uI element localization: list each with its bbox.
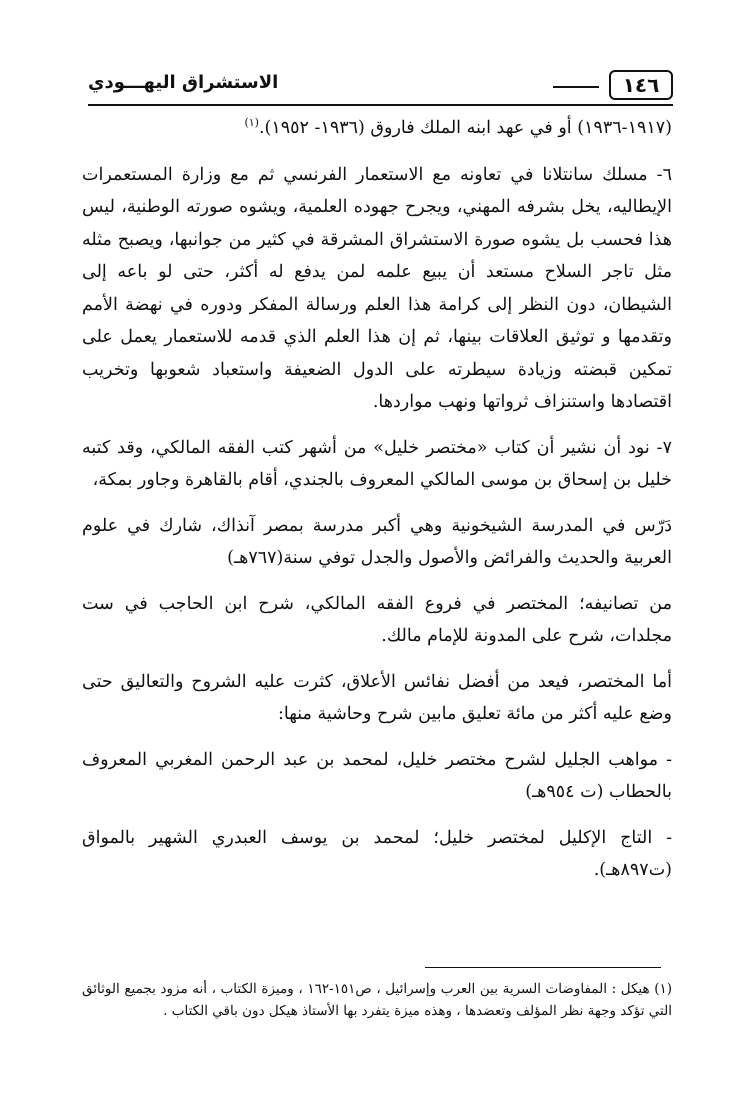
running-header (88, 68, 673, 104)
paragraph-continuation (82, 112, 672, 145)
header-rule (88, 104, 673, 106)
header-dash (553, 86, 599, 88)
running-title: الاستشراق اليهـــودي (88, 72, 279, 93)
body-text (82, 112, 672, 900)
paragraph-point-7: ٧- نود أن نشير أن كتاب «مختصر خليل» من أشهر كتب الفقه المالكي، وقد كتبه خليل بن إسحاق بن موسى المالكي المعروف بالجندي، أقام بالقاهرة وجاور بمكة، (82, 437, 672, 490)
footnote-text: (١) هيكل : المفاوضات السرية بين العرب وإسرائيل ، ص١٥١-١٦٢ ، وميزة الكتاب ، أنه مزود بجميع الوثائق التي تؤكد وجهة نظر المؤلف وتعضدها ، وهذه ميزة يتفرد بها الأستاذ هيكل دون باقي الكتاب . (82, 981, 673, 1019)
paragraph-works: من تصانيفه؛ المختصر في فروع الفقه المالكي، شرح ابن الحاجب في ست مجلدات، شرح على المدونة للإمام مالك. (82, 593, 672, 646)
page-number: ١٤٦ (609, 70, 673, 100)
list-item-mawahib: - مواهب الجليل لشرح مختصر خليل، لمحمد بن عبد الرحمن المغربي المعروف بالحطاب (ت ٩٥٤هـ) (82, 749, 672, 802)
list-item-taj: - التاج الإكليل لمختصر خليل؛ لمحمد بن يوسف العبدري الشهير بالمواق (ت٨٩٧هـ). (82, 827, 672, 880)
paragraph-teaching: دَرّس في المدرسة الشيخونية وهي أكبر مدرسة بمصر آنذاك، شارك في علوم العربية والحديث والفرائض والأصول والجدل توفي سنة(٧٦٧هـ) (82, 515, 672, 568)
paragraph-mukhtasar: أما المختصر، فيعد من أفضل نفائس الأعلاق، كثرت عليه الشروح والتعاليق حتى وضع عليه أكثر من مائة تعليق مابين شرح وحاشية منها: (82, 671, 672, 724)
paragraph-point-6: ٦- مسلك سانتلانا في تعاونه مع الاستعمار الفرنسي ثم مع وزارة المستعمرات الإيطاليه، يخل بشرفه المهني، ويجرح جهوده العلمية، ويشوه صورته الوطنية، ليس هذا فحسب بل يشوه صورة الاستشراق المشرقة في كثير من جوانبها، ويصبح مثله مثل تاجر السلاح مستعد أن يبيع علمه لمن يدفع له أكثر، حتى لو باعه إلى الشيطان، دون النظر إلى كرامة هذا العلم ورسالة المفكر ودوره في نهضة الأمم وتقدمها و توثيق العلاقات بينها، ثم إن هذا العلم الذي قدمه للاستعمار يعمل على تمكين قبضته وزيادة سيطرته على الدول الضعيفة واستعباد شعوبها وتخريب اقتصادها واستنزاف ثرواتها ونهب مواردها. (82, 164, 672, 412)
footnote-marker: (١) (244, 116, 259, 130)
footnote-rule (425, 967, 661, 968)
footnote (82, 978, 672, 1022)
paragraph-text: (١٩١٧-١٩٣٦) أو في عهد ابنه الملك فاروق (١٩٣٦- ١٩٥٢). (258, 118, 672, 138)
